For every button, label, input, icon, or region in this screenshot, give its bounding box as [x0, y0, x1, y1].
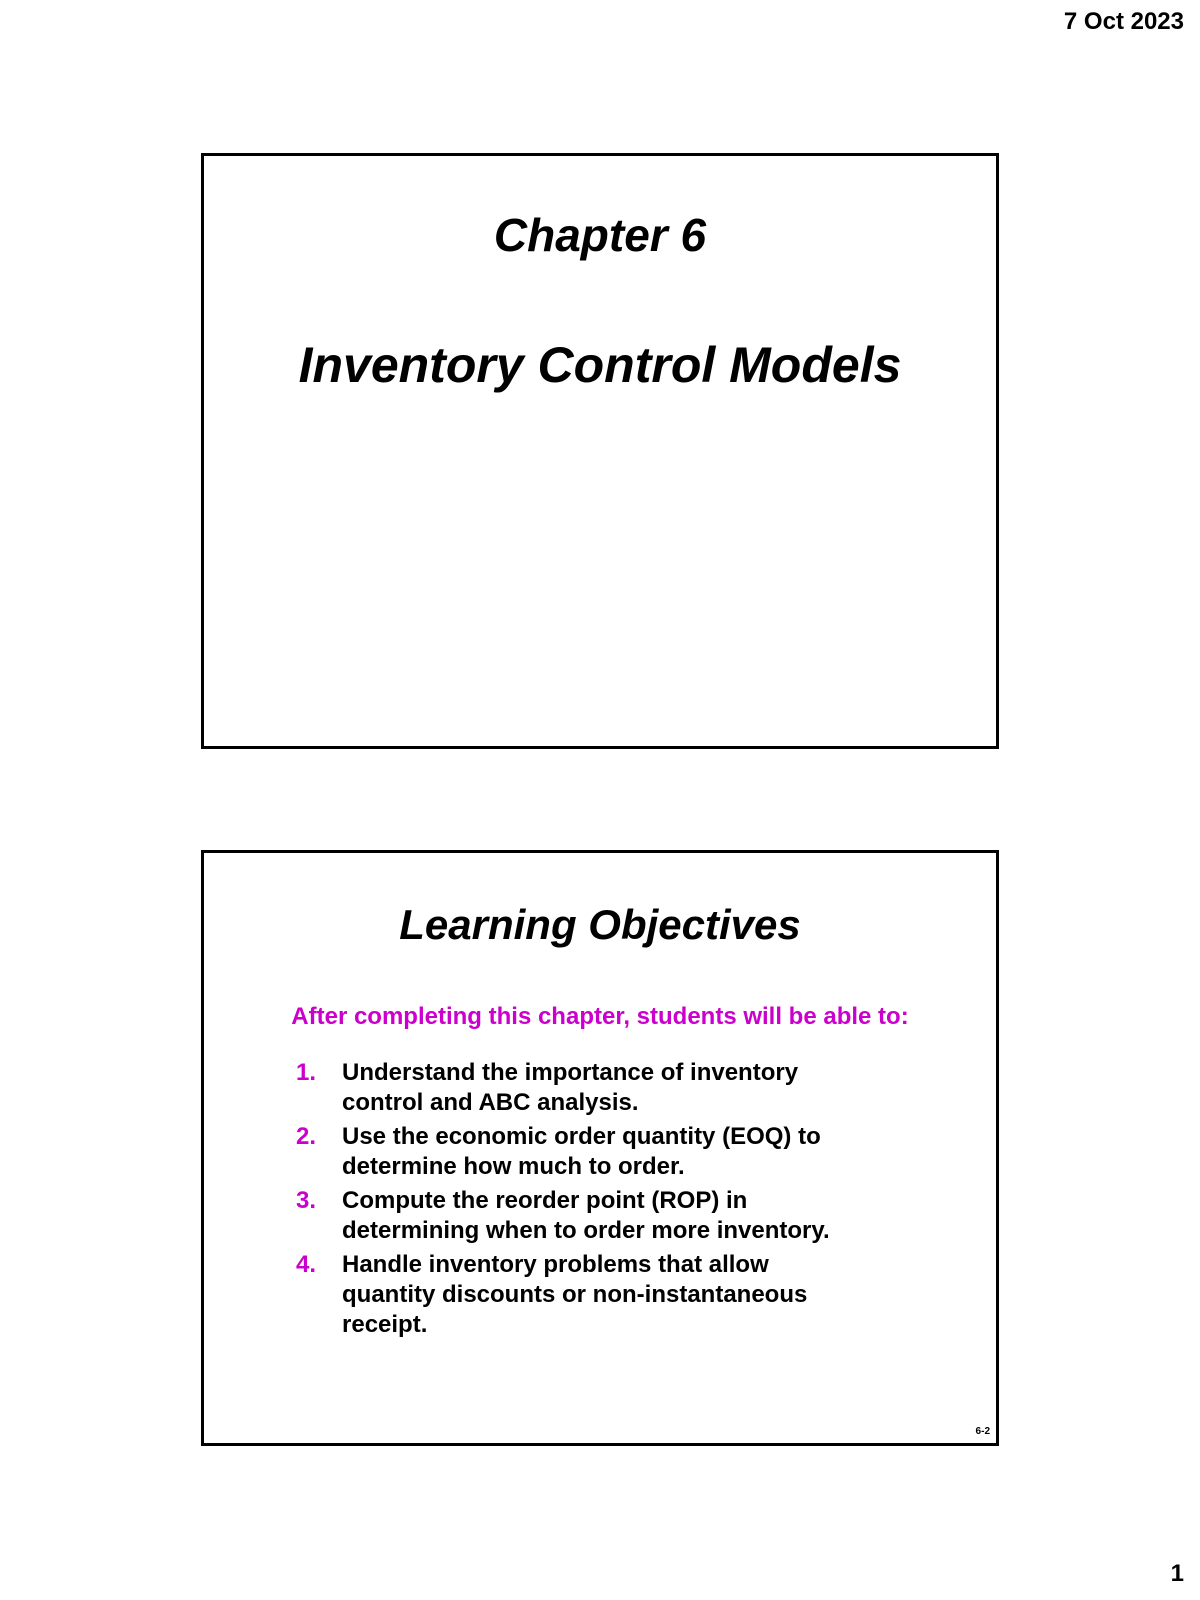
- list-item-text: Compute the reorder point (ROP) in determining when to order more inventory.: [342, 1187, 830, 1244]
- list-item: [296, 1122, 956, 1182]
- slide-title: Learning Objectives: [399, 901, 801, 948]
- list-item-text: Understand the importance of inventory control and ABC analysis.: [342, 1059, 799, 1116]
- slide-title-page: [201, 153, 999, 749]
- list-item-number: 2.: [296, 1123, 317, 1150]
- slide-title: Inventory Control Models: [298, 337, 902, 393]
- list-item-number: 4.: [296, 1251, 317, 1278]
- page-date: 7 Oct 2023: [1063, 8, 1184, 35]
- slide-learning-objectives: [201, 850, 999, 1446]
- objective-list: [296, 1058, 956, 1344]
- list-item: [296, 1250, 956, 1340]
- chapter-heading: Chapter 6: [493, 209, 707, 261]
- objectives-intro: After completing this chapter, students will be able to:: [291, 1003, 909, 1030]
- list-item: [296, 1186, 956, 1246]
- list-item-text: Use the economic order quantity (EOQ) to determine how much to order.: [342, 1123, 821, 1180]
- list-item-number: 1.: [296, 1059, 317, 1086]
- page-number: 1: [1170, 1560, 1184, 1587]
- list-item-text: Handle inventory problems that allow quantity discounts or non-instantaneous receipt.: [342, 1251, 808, 1338]
- slide-number: 6-2: [975, 1426, 990, 1437]
- list-item-number: 3.: [296, 1187, 317, 1214]
- list-item: [296, 1058, 956, 1118]
